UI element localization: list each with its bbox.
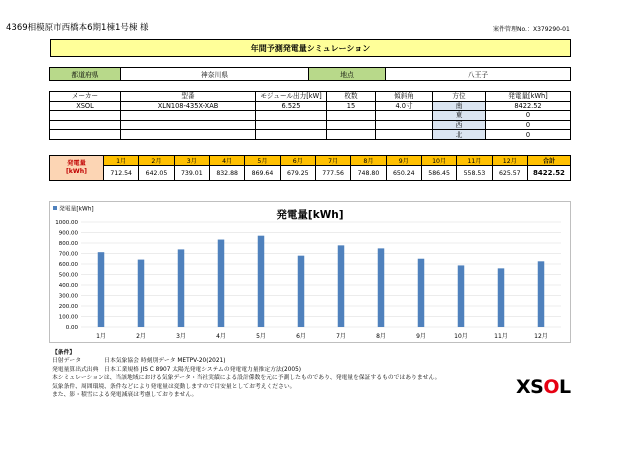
y-tick-label: 500.00 bbox=[58, 272, 78, 279]
logo-text-o: O bbox=[543, 376, 559, 398]
y-tick-label: 800.00 bbox=[58, 241, 78, 247]
customer-title: 4369相模原市西橋本6期1棟1号棟 様 bbox=[6, 23, 149, 33]
col-model-header: 型番 bbox=[121, 92, 256, 102]
month-value: 832.88 bbox=[209, 166, 244, 181]
model-cell: XLN108-435X-XAB bbox=[121, 101, 256, 111]
module-row bbox=[50, 101, 571, 111]
direction-cell: 北 bbox=[433, 130, 486, 140]
point-label: 地点 bbox=[309, 68, 386, 81]
x-tick-label: 10月 bbox=[454, 333, 468, 340]
month-header: 12月 bbox=[492, 156, 527, 166]
month-header: 6月 bbox=[280, 156, 315, 166]
generation-label-line1: 発電量 bbox=[67, 160, 86, 167]
bar bbox=[338, 245, 345, 327]
count-cell bbox=[327, 111, 376, 121]
output-cell bbox=[256, 111, 327, 121]
tilt-cell bbox=[376, 130, 433, 140]
generation-cell: 8422.52 bbox=[486, 101, 571, 111]
month-header: 2月 bbox=[139, 156, 174, 166]
point-value: 八王子 bbox=[386, 68, 571, 81]
maker-cell bbox=[50, 120, 121, 130]
x-tick-label: 5月 bbox=[256, 333, 266, 340]
bar bbox=[378, 248, 385, 327]
prefecture-label: 都道府県 bbox=[50, 68, 121, 81]
generation-label bbox=[50, 156, 104, 181]
bar bbox=[138, 260, 145, 327]
chart-legend: 発電量[kWh] bbox=[59, 206, 94, 213]
month-header: 5月 bbox=[245, 156, 280, 166]
module-table bbox=[49, 91, 571, 140]
legend-swatch bbox=[53, 206, 57, 210]
month-value: 869.64 bbox=[245, 166, 280, 181]
col-direction-header: 方位 bbox=[433, 92, 486, 102]
x-tick-label: 12月 bbox=[534, 333, 548, 340]
tilt-cell bbox=[376, 111, 433, 121]
generation-cell: 0 bbox=[486, 111, 571, 121]
month-header: 8月 bbox=[351, 156, 386, 166]
x-tick-label: 9月 bbox=[416, 333, 426, 340]
month-value: 712.54 bbox=[104, 166, 139, 181]
month-header: 1月 bbox=[104, 156, 139, 166]
col-output-header: モジュール出力[kW] bbox=[256, 92, 327, 102]
chart-title: 発電量[kWh] bbox=[276, 209, 344, 221]
condition-line: 日射データ 日本気象協会 時刻別データ METPV-20(2021) bbox=[52, 358, 226, 365]
module-row bbox=[50, 130, 571, 140]
generation-label-line2: [kWh] bbox=[65, 168, 87, 175]
maker-cell bbox=[50, 130, 121, 140]
xsol-logo bbox=[516, 376, 571, 398]
generation-bar-chart bbox=[49, 201, 571, 343]
generation-cell: 0 bbox=[486, 120, 571, 130]
y-tick-label: 1000.00 bbox=[55, 220, 78, 226]
month-value: 739.01 bbox=[174, 166, 209, 181]
col-count-header: 枚数 bbox=[327, 92, 376, 102]
management-number: 案件管理No.：X379290-01 bbox=[493, 26, 570, 33]
prefecture-value: 神奈川県 bbox=[121, 68, 309, 81]
month-header: 9月 bbox=[386, 156, 421, 166]
tilt-cell bbox=[376, 120, 433, 130]
module-row bbox=[50, 120, 571, 130]
output-cell: 6.525 bbox=[256, 101, 327, 111]
col-tilt-header: 傾斜角 bbox=[376, 92, 433, 102]
month-header: 4月 bbox=[209, 156, 244, 166]
month-value-row bbox=[50, 166, 571, 181]
model-cell bbox=[121, 120, 256, 130]
location-table bbox=[49, 67, 571, 81]
x-tick-label: 11月 bbox=[494, 333, 508, 340]
col-generation-header: 発電量[kWh] bbox=[486, 92, 571, 102]
direction-cell: 南 bbox=[433, 101, 486, 111]
chart-frame bbox=[50, 202, 571, 343]
y-tick-label: 200.00 bbox=[58, 304, 78, 310]
col-maker-header: メーカー bbox=[50, 92, 121, 102]
bar bbox=[538, 261, 545, 327]
month-header: 3月 bbox=[174, 156, 209, 166]
conditions-heading: 【条件】 bbox=[52, 350, 76, 356]
y-tick-label: 300.00 bbox=[58, 293, 78, 300]
output-cell bbox=[256, 130, 327, 140]
logo-text-xs: XS bbox=[516, 376, 544, 398]
bar bbox=[498, 268, 505, 327]
module-row bbox=[50, 111, 571, 121]
month-value: 558.53 bbox=[457, 166, 492, 181]
x-tick-label: 8月 bbox=[376, 333, 386, 340]
x-tick-label: 7月 bbox=[336, 333, 346, 340]
logo-text-l: L bbox=[559, 376, 571, 398]
condition-line: 気象条件、周囲環境、条件などにより発電量は変動しますので目安量としてお考えください。 bbox=[52, 383, 296, 390]
month-value: 748.80 bbox=[351, 166, 386, 181]
month-value: 642.05 bbox=[139, 166, 174, 181]
y-tick-label: 900.00 bbox=[58, 230, 78, 237]
model-cell bbox=[121, 111, 256, 121]
count-cell bbox=[327, 120, 376, 130]
bar bbox=[418, 259, 425, 327]
output-cell bbox=[256, 120, 327, 130]
y-tick-label: 600.00 bbox=[58, 262, 78, 268]
x-tick-label: 1月 bbox=[96, 333, 106, 340]
x-tick-label: 2月 bbox=[136, 333, 146, 340]
bar bbox=[298, 256, 305, 327]
direction-cell: 西 bbox=[433, 120, 486, 130]
month-value: 679.25 bbox=[280, 166, 315, 181]
month-value: 650.24 bbox=[386, 166, 421, 181]
condition-line: 本シミュレーションは、当該地域における気象データ・当社実績による設計係数を元に予測したものであり、発電量を保証するものではありません。 bbox=[52, 375, 441, 382]
total-header: 合計 bbox=[528, 156, 571, 166]
count-cell: 15 bbox=[327, 101, 376, 111]
count-cell bbox=[327, 130, 376, 140]
y-tick-label: 0.00 bbox=[65, 325, 78, 331]
month-value: 625.57 bbox=[492, 166, 527, 181]
month-value: 586.45 bbox=[421, 166, 456, 181]
conditions-block bbox=[52, 349, 440, 399]
bar bbox=[178, 249, 185, 327]
x-tick-label: 4月 bbox=[216, 333, 226, 340]
condition-line: また、影・積雪による発電減衰は考慮しておりません。 bbox=[52, 392, 198, 399]
module-header-row bbox=[50, 92, 571, 102]
y-tick-label: 100.00 bbox=[58, 314, 78, 321]
y-tick-label: 700.00 bbox=[58, 251, 78, 258]
month-header: 11月 bbox=[457, 156, 492, 166]
y-tick-label: 400.00 bbox=[58, 283, 78, 289]
simulation-banner: 年間予測発電量シミュレーション bbox=[50, 39, 571, 57]
direction-cell: 東 bbox=[433, 111, 486, 121]
bar bbox=[458, 265, 465, 327]
bar bbox=[218, 240, 225, 327]
maker-cell: XSOL bbox=[50, 101, 121, 111]
tilt-cell: 4.0寸 bbox=[376, 101, 433, 111]
maker-cell bbox=[50, 111, 121, 121]
condition-line: 発電量算出式出典 日本工業規格 JIS C 8907 太陽光発電システムの発電電力量推定方法(2005) bbox=[52, 366, 302, 373]
month-header-row bbox=[50, 156, 571, 166]
bar bbox=[98, 252, 105, 327]
month-header: 10月 bbox=[421, 156, 456, 166]
model-cell bbox=[121, 130, 256, 140]
generation-cell: 0 bbox=[486, 130, 571, 140]
x-tick-label: 6月 bbox=[296, 333, 306, 340]
bar bbox=[258, 236, 265, 327]
x-tick-label: 3月 bbox=[176, 333, 186, 340]
total-value: 8422.52 bbox=[528, 166, 571, 181]
month-header: 7月 bbox=[315, 156, 350, 166]
month-value: 777.56 bbox=[315, 166, 350, 181]
monthly-table bbox=[49, 155, 571, 181]
